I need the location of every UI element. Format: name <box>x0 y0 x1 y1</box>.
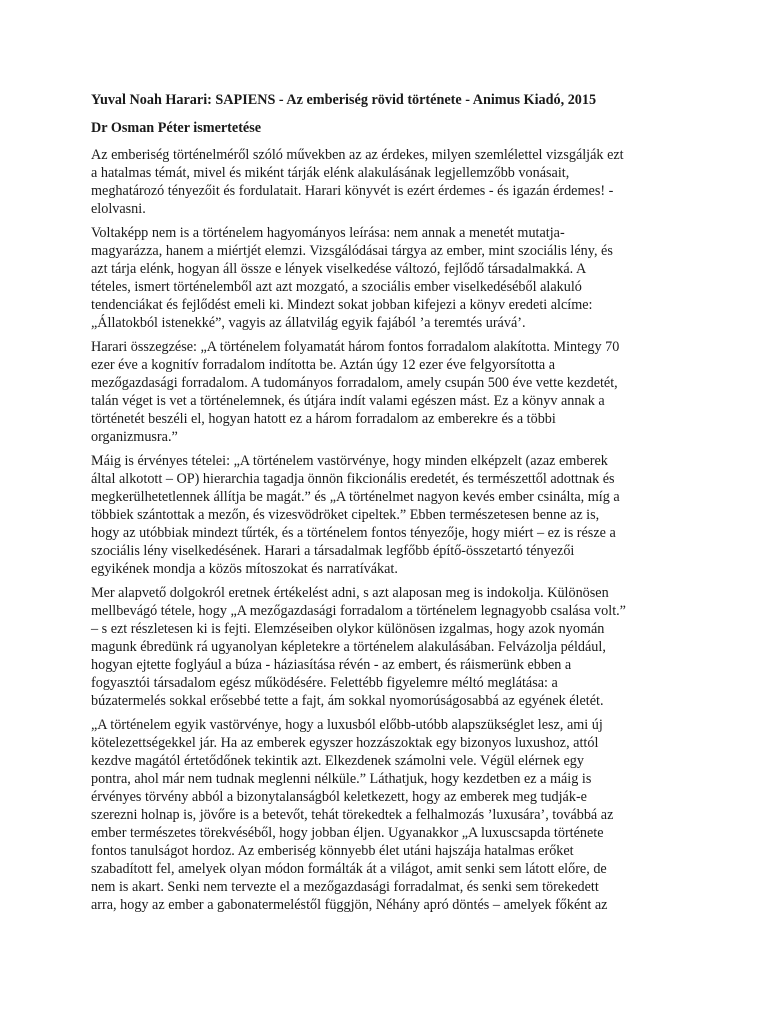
paragraph-3: Harari összegzése: „A történelem folyamatát három fontos forradalom alakította. Mintegy 70 ezer éve a kognitív forradalom indította be. Aztán úgy 12 ezer éve felgyorsította a mezőgazdasági forradalom. A tudományos forradalom, amely csupán 500 éve vette kezdetét, talán véget is vet a történelemnek, és útjára indít valami egészen mást. Ez a könyv annak a történetét beszéli el, hogyan hatott ez a három forradalom az emberekre és a többi organizmusra.” <box>91 339 620 445</box>
paragraph-2: Voltaképp nem is a történelem hagyományos leírása: nem annak a menetét mutatja- magyarázza, hanem a miértjét elemzi. Vizsgálódásai tárgya az ember, mint szociális lény, és azt tárja elénk, hogyan áll össze e lények viselkedése változó, fejlődő társadalmakká. A tételes, ismert történelemből azt azt mozgató, a szociális ember viselkedéséből alakuló tendenciákat és fejlődést emeli ki. Mindezt sokat jobban kifejezi a könyv eredeti alcíme: „Állatokból istenekké”, vagyis az állatvilág egyik fajából ’a teremtés urává’. <box>91 225 613 331</box>
document-subtitle: Dr Osman Péter ismertetése <box>91 120 262 136</box>
paragraph-5: Mer alapvető dolgokról eretnek értékelést adni, s azt alaposan meg is indokolja. Különösen mellbevágó tétele, hogy „A mezőgazdasági forradalom a történelem legnagyobb csalása volt.” – s ezt részletesen ki is fejti. Elemzéseiben olykor különösen izgalmas, hogy azok nyomán magunk ébredünk rá ugyanolyan képletekre a történelem alakulásában. Felvázolja például, hogyan ejtette foglyául a búza - háziasítása révén - az embert, és ráismerünk ebben a fogyasztói társadalom egész működésére. Felettébb figyelemre méltó meglátása: a búzatermelés sokkal erősebbé tette a fajt, ám sokkal nyomorúságosabbá az egyének életét. <box>91 585 626 709</box>
paragraph-1: Az emberiség történelméről szóló művekben az az érdekes, milyen szemlélettel vizsgálják ezt a hatalmas témát, mivel és miként tárják elénk alakulásának legjellemzőbb vonásait, meghatározó tényezőit és fordulatait. Harari könyvét is ezért érdemes - és igazán érdemes! - elolvasni. <box>91 147 624 217</box>
document-page <box>91 90 674 920</box>
document-title: Yuval Noah Harari: SAPIENS - Az emberiség rövid története - Animus Kiadó, 2015 <box>91 92 597 108</box>
paragraph-6: „A történelem egyik vastörvénye, hogy a luxusból előbb-utóbb alapszükséglet lesz, ami új kötelezettségekkel jár. Ha az emberek egyszer hozzászoktak egy bizonyos luxushoz, attól kezdve magától értetődőnek tekintik azt. Elkezdenek számolni vele. Végül elérnek egy pontra, ahol már nem tudnak meglenni nélküle.” Láthatjuk, hogy kezdetben ez a máig is érvényes törvény abból a bizonytalanságból keletkezett, hogy az emberek meg tudják-e szerezni holnap is, jövőre is a betevőt, tehát törekedtek a felhalmozás ’luxusára’, továbbá az ember természetes törekvéséből, hogy jobban éljen. Ugyanakkor „A luxuscsapda története fontos tanulságot hordoz. Az emberiség könnyebb élet utáni hajszája hatalmas erőket szabadított fel, amelyek olyan módon formálták át a világot, amit senki sem látott előre, de nem is akart. Senki nem tervezte el a mezőgazdasági forradalmat, és senki sem törekedett arra, hogy az ember a gabonatermeléstől függjön, Néhány apró döntés – amelyek főként az <box>91 717 614 913</box>
paragraph-4: Máig is érvényes tételei: „A történelem vastörvénye, hogy minden elképzelt (azaz emberek által alkotott – OP) hierarchia tagadja önnön fikcionális eredetét, és természettől adottnak és megkerülhetetlennek állítja be magát.” és „A történelmet nagyon kevés ember csinálta, míg a többiek szántottak a mezőn, és vizesvödröket cipeltek.” Ebben természetesen benne az is, hogy az utóbbiak mindezt tűrték, és a történelem fontos tényezője, hogy miért – ez is része a szociális lény viselkedésének. Harari a társadalmak legfőbb építő-összetartó tényezői egyikének mondja a közös mítoszokat és narratívákat. <box>91 453 620 577</box>
